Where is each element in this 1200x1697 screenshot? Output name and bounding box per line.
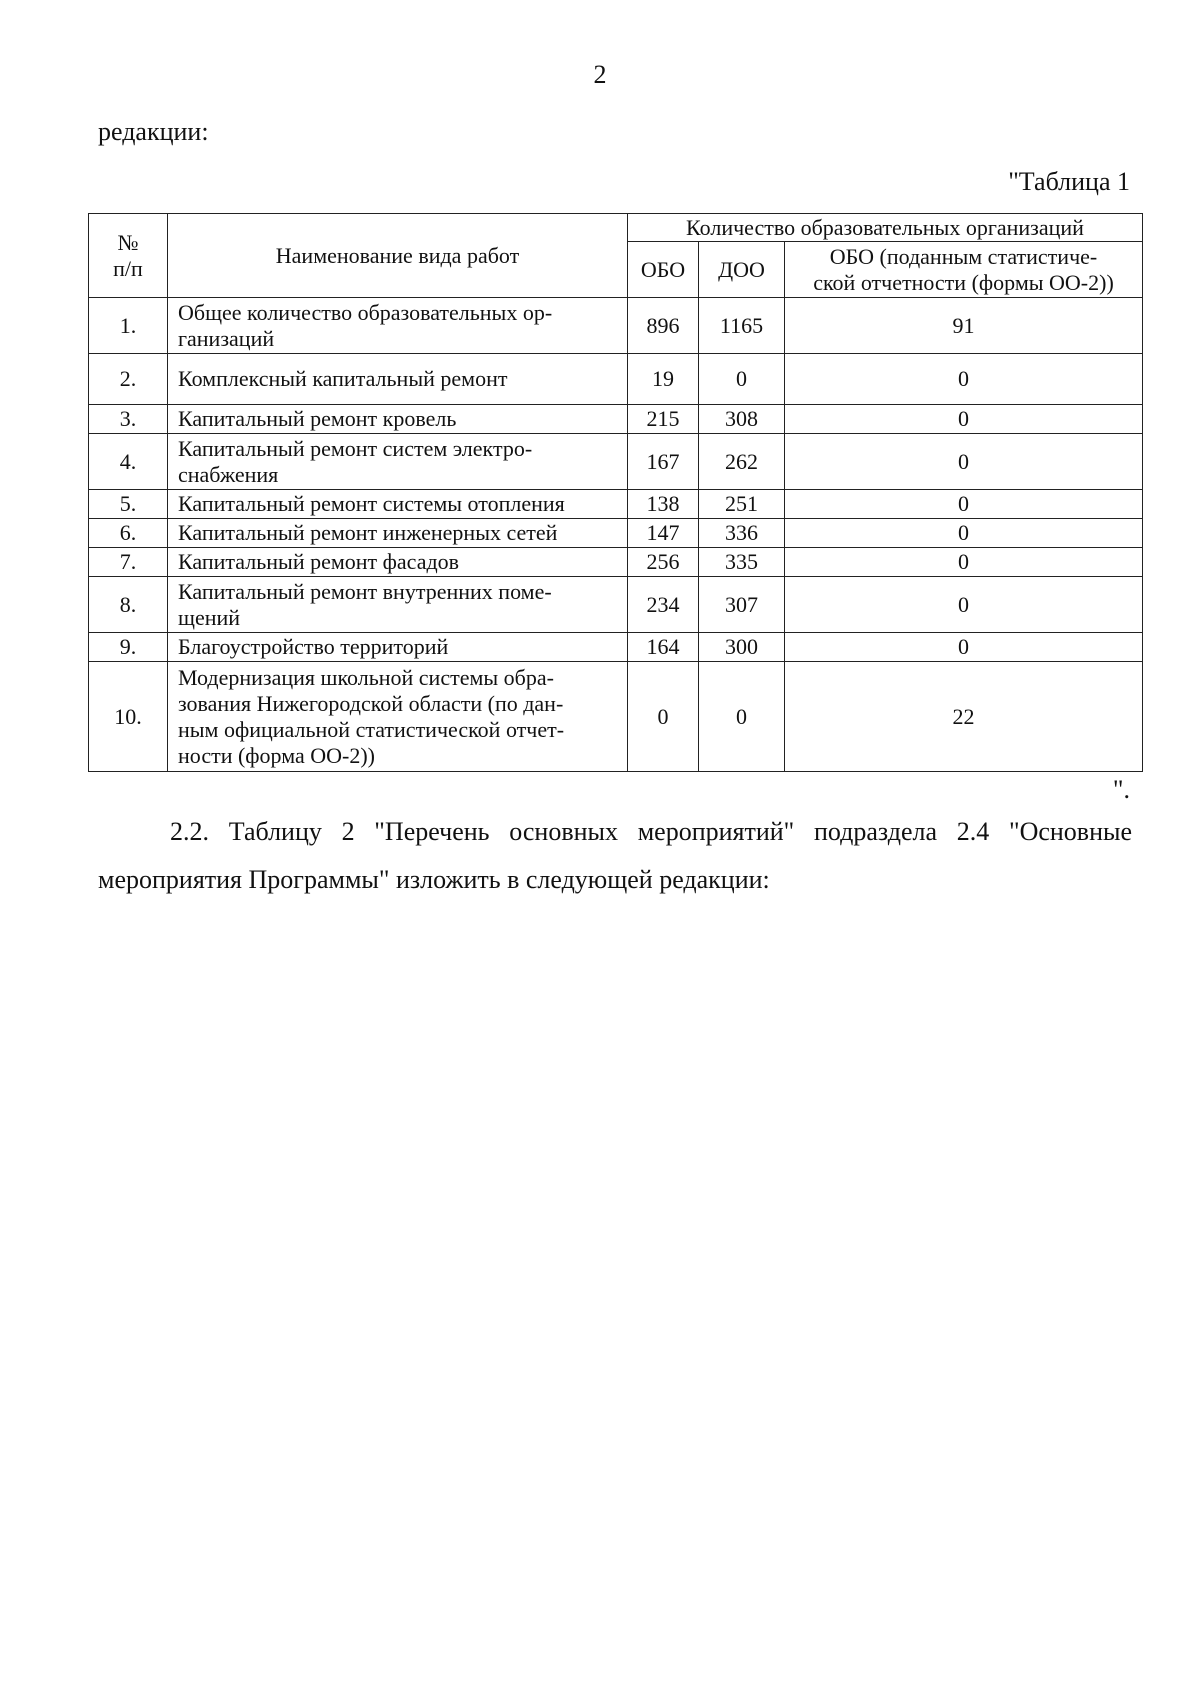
row-stat: 0 bbox=[785, 434, 1143, 490]
row-doo: 300 bbox=[699, 633, 785, 662]
row-obo: 167 bbox=[628, 434, 699, 490]
works-table bbox=[88, 213, 1143, 772]
row-doo: 336 bbox=[699, 519, 785, 548]
table-row bbox=[89, 405, 1143, 434]
row-doo: 308 bbox=[699, 405, 785, 434]
row-num: 10. bbox=[89, 662, 168, 772]
row-name: Капитальный ремонт внутренних поме- щений bbox=[168, 577, 628, 633]
row-name: Благоустройство территорий bbox=[168, 633, 628, 662]
row-num: 1. bbox=[89, 298, 168, 354]
row-obo: 138 bbox=[628, 490, 699, 519]
row-num: 8. bbox=[89, 577, 168, 633]
row-name: Капитальный ремонт инженерных сетей bbox=[168, 519, 628, 548]
row-name: Капитальный ремонт фасадов bbox=[168, 548, 628, 577]
row-obo: 215 bbox=[628, 405, 699, 434]
row-doo: 262 bbox=[699, 434, 785, 490]
table-row bbox=[89, 490, 1143, 519]
row-stat: 0 bbox=[785, 577, 1143, 633]
row-stat: 91 bbox=[785, 298, 1143, 354]
row-stat: 0 bbox=[785, 490, 1143, 519]
header-obo: ОБО bbox=[628, 242, 699, 298]
row-obo: 147 bbox=[628, 519, 699, 548]
row-obo: 234 bbox=[628, 577, 699, 633]
row-num: 3. bbox=[89, 405, 168, 434]
table-caption: "Таблица 1 bbox=[1008, 167, 1130, 196]
row-name: Модернизация школьной системы обра- зования Нижегородской области (по дан- ным официальной статистической отчет- ности (форма ОО-2)) bbox=[168, 662, 628, 772]
table-row bbox=[89, 548, 1143, 577]
row-stat: 0 bbox=[785, 519, 1143, 548]
table-row bbox=[89, 633, 1143, 662]
row-doo: 0 bbox=[699, 662, 785, 772]
body-paragraph bbox=[98, 808, 1132, 904]
row-num: 9. bbox=[89, 633, 168, 662]
row-name: Комплексный капитальный ремонт bbox=[168, 354, 628, 405]
row-doo: 335 bbox=[699, 548, 785, 577]
table-row bbox=[89, 354, 1143, 405]
header-group: Количество образовательных организаций bbox=[628, 214, 1143, 242]
row-num: 6. bbox=[89, 519, 168, 548]
row-name: Капитальный ремонт системы отопления bbox=[168, 490, 628, 519]
header-doo: ДОО bbox=[699, 242, 785, 298]
row-stat: 22 bbox=[785, 662, 1143, 772]
paragraph-text: 2.2. Таблицу 2 "Перечень основных мероприятий" подраздела 2.4 "Основные мероприятия Программы" изложить в следующей редакции: bbox=[98, 817, 1132, 894]
row-doo: 0 bbox=[699, 354, 785, 405]
closing-quote: ". bbox=[1112, 775, 1130, 804]
table-row bbox=[89, 434, 1143, 490]
header-name: Наименование вида работ bbox=[168, 214, 628, 298]
table-row bbox=[89, 298, 1143, 354]
row-obo: 256 bbox=[628, 548, 699, 577]
row-stat: 0 bbox=[785, 548, 1143, 577]
row-num: 2. bbox=[89, 354, 168, 405]
header-stat: ОБО (поданным статистиче- ской отчетности (формы ОО-2)) bbox=[785, 242, 1143, 298]
table-row bbox=[89, 662, 1143, 772]
row-stat: 0 bbox=[785, 633, 1143, 662]
row-num: 5. bbox=[89, 490, 168, 519]
row-doo: 1165 bbox=[699, 298, 785, 354]
row-obo: 19 bbox=[628, 354, 699, 405]
page-number: 2 bbox=[593, 60, 607, 89]
row-obo: 164 bbox=[628, 633, 699, 662]
row-stat: 0 bbox=[785, 405, 1143, 434]
row-stat: 0 bbox=[785, 354, 1143, 405]
row-obo: 896 bbox=[628, 298, 699, 354]
table-row bbox=[89, 577, 1143, 633]
lead-text: редакции: bbox=[98, 117, 209, 146]
table-row bbox=[89, 519, 1143, 548]
row-doo: 251 bbox=[699, 490, 785, 519]
row-doo: 307 bbox=[699, 577, 785, 633]
header-num: № п/п bbox=[89, 214, 168, 298]
row-num: 7. bbox=[89, 548, 168, 577]
row-obo: 0 bbox=[628, 662, 699, 772]
row-name: Капитальный ремонт кровель bbox=[168, 405, 628, 434]
row-name: Капитальный ремонт систем электро- снабжения bbox=[168, 434, 628, 490]
row-num: 4. bbox=[89, 434, 168, 490]
row-name: Общее количество образовательных ор- ганизаций bbox=[168, 298, 628, 354]
